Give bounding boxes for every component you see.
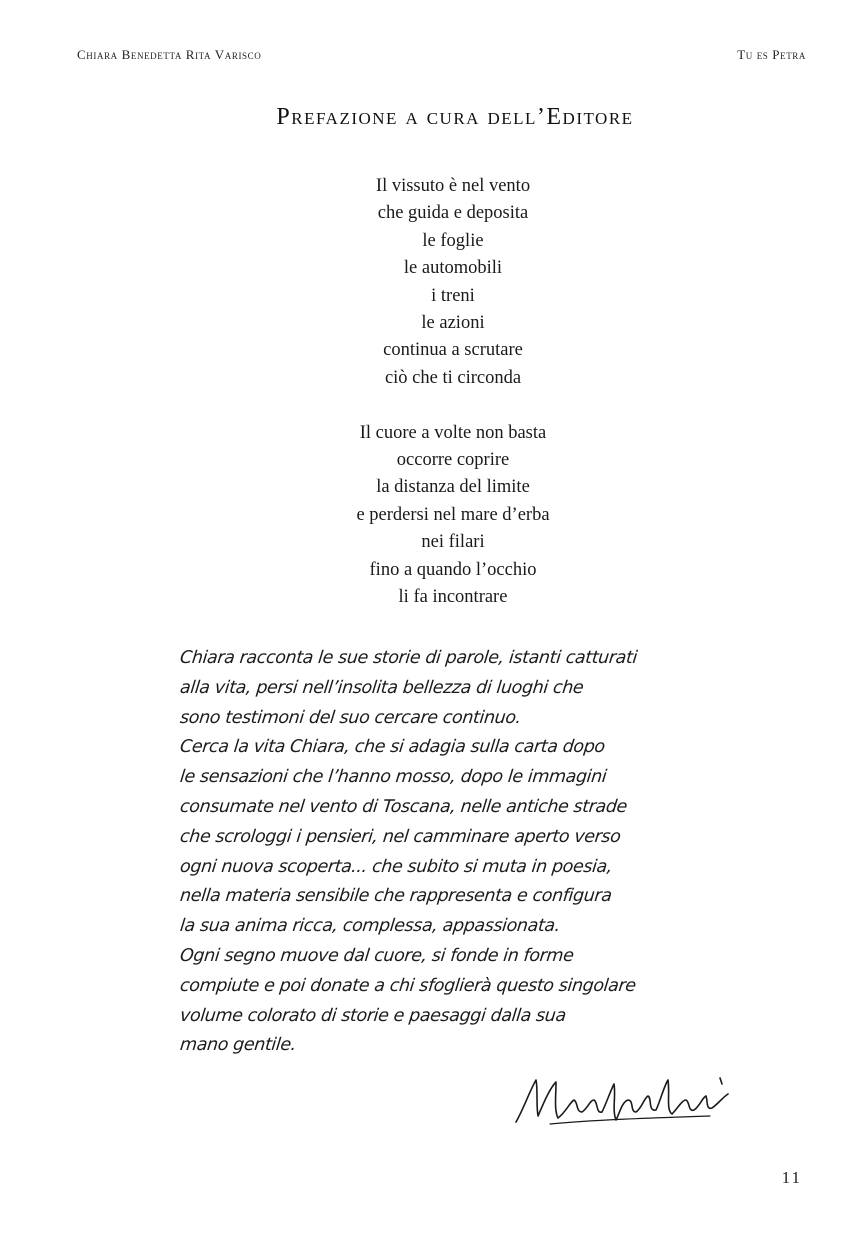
poem-verse: continua a scrutare bbox=[383, 340, 523, 361]
handwritten-line: nella materia sensibile che rappresenta e configura bbox=[179, 886, 613, 907]
poem-verse: i treni bbox=[431, 285, 475, 306]
poem-verse: occorre coprire bbox=[396, 450, 510, 471]
handwritten-line: alla vita, persi nell’insolita bellezza di luoghi che bbox=[179, 677, 585, 698]
poem-stanza-2 bbox=[0, 420, 854, 612]
handwritten-line: consumate nel vento di Toscana, nelle antiche strade bbox=[179, 796, 628, 817]
poem-verse: le automobili bbox=[403, 258, 503, 279]
poem-verse: Il cuore a volte non basta bbox=[359, 422, 547, 443]
handwritten-line: ogni nuova scoperta... che subito si muta in poesia, bbox=[179, 856, 614, 877]
handwritten-line: le sensazioni che l’hanno mosso, dopo le immagini bbox=[179, 767, 608, 788]
poem-verse: Il vissuto è nel vento bbox=[375, 176, 531, 196]
poem bbox=[0, 173, 854, 611]
poem-verse: e perdersi nel mare d’erba bbox=[356, 504, 550, 525]
page-number: 11 bbox=[781, 1168, 802, 1187]
handwritten-line: sono testimoni del suo cercare continuo. bbox=[179, 707, 522, 728]
handwritten-line: Ogni segno muove dal cuore, si fonde in forme bbox=[179, 945, 575, 966]
poem-verse: fino a quando l’occhio bbox=[369, 559, 537, 580]
poem-verse: ciò che ti circonda bbox=[384, 367, 522, 388]
handwritten-line: compiute e poi donate a chi sfoglierà questo singolare bbox=[179, 975, 637, 996]
signature bbox=[510, 1072, 740, 1128]
handwritten-line: Cerca la vita Chiara, che si adagia sulla carta dopo bbox=[179, 737, 606, 758]
poem-verse: che guida e deposita bbox=[377, 203, 529, 224]
poem-stanza-1 bbox=[0, 173, 854, 392]
running-head-author: Chiara Benedetta Rita Varisco bbox=[77, 47, 262, 62]
poem-verse: le azioni bbox=[421, 313, 485, 334]
page-title: Prefazione a cura dell’Editore bbox=[276, 104, 634, 130]
handwritten-line: mano gentile. bbox=[179, 1035, 297, 1056]
handwritten-line: volume colorato di storie e paesaggi dalla sua bbox=[179, 1005, 567, 1026]
handwritten-line: che scrologgi i pensieri, nel camminare aperto verso bbox=[179, 826, 622, 847]
poem-verse: le foglie bbox=[422, 230, 484, 251]
handwritten-line: la sua anima ricca, complessa, appassionata. bbox=[179, 916, 561, 937]
poem-verse: li fa incontrare bbox=[398, 587, 508, 608]
poem-verse: la distanza del limite bbox=[376, 477, 530, 498]
handwritten-note bbox=[178, 648, 723, 1065]
running-head-book-title: Tu es Petra bbox=[737, 47, 806, 62]
poem-verse: nei filari bbox=[421, 532, 485, 553]
handwritten-line: Chiara racconta le sue storie di parole, istanti catturati bbox=[179, 648, 638, 668]
